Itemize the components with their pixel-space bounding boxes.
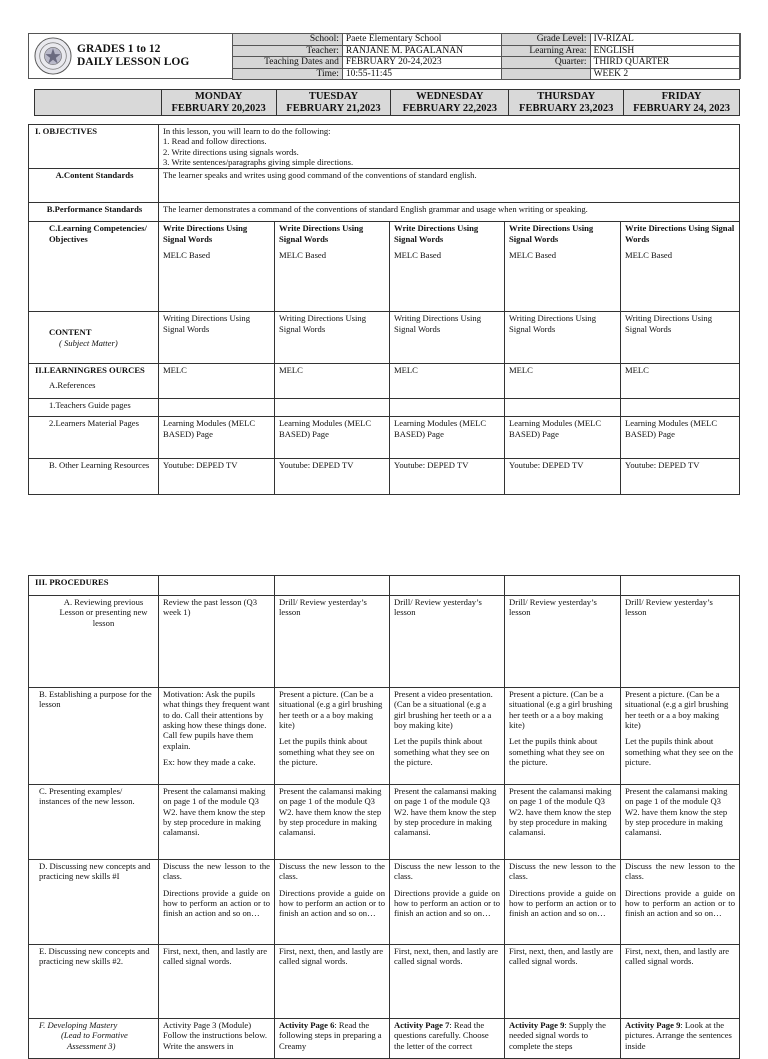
- teaching-dates-label: Teaching Dates and: [233, 57, 343, 69]
- learners-material-value: Learning Modules (MELC BASED) Page: [159, 417, 275, 459]
- proc-e-label: E. Discussing new concepts and practicing new skills #2.: [29, 945, 159, 1019]
- objective-item: 2. Write directions using signals words.: [163, 146, 299, 157]
- learners-material-value: Learning Modules (MELC BASED) Page: [621, 417, 740, 459]
- proc-c-thursday: Present the calamansi making on page 1 of the module Q3 W2. have them know the step by step procedure in making calamansi.: [505, 785, 621, 860]
- teachers-guide-label: 1.Teachers Guide pages: [29, 399, 159, 417]
- day-date: FEBRUARY 20,2023: [171, 102, 266, 114]
- proc-a-thursday: Drill/ Review yesterday’s lesson: [505, 596, 621, 688]
- procedures-table: [28, 575, 740, 1059]
- resources-melc: MELC: [275, 364, 390, 399]
- references-label: A.References: [49, 379, 96, 390]
- teachers-guide-value: [390, 399, 505, 417]
- proc-e-wednesday: First, next, then, and lastly are called signal words.: [390, 945, 505, 1019]
- school-info-table: [232, 33, 740, 80]
- quarter-label: Quarter:: [501, 57, 590, 69]
- proc-text: Directions provide a guide on how to perform an action or to finish an action and so on…: [394, 887, 500, 919]
- competency-title: Write Directions Using Signal Words: [509, 223, 594, 244]
- melc-based: MELC Based: [394, 249, 442, 260]
- competency-title: Write Directions Using Signal Words: [163, 223, 248, 244]
- grade-level-value: IV-RIZAL: [590, 34, 739, 46]
- log-title: [77, 43, 189, 69]
- proc-c-wednesday: Present the calamansi making on page 1 of the module Q3 W2. have them know the step by step procedure in making calamansi.: [390, 785, 505, 860]
- proc-text: Motivation: Ask the pupils what things they frequent want to do. Call their attentions by asking how these things done. Call few pupils have them explain.: [163, 689, 270, 751]
- proc-text: Directions provide a guide on how to perform an action or to finish an action and so on…: [279, 887, 385, 919]
- teachers-guide-value: [159, 399, 275, 417]
- proc-b-tuesday: [275, 688, 390, 785]
- learners-material-label: 2.Learners Material Pages: [29, 417, 159, 459]
- proc-b-wednesday: [390, 688, 505, 785]
- proc-text: Discuss the new lesson to the class.: [394, 861, 500, 882]
- objectives-text: [159, 125, 740, 169]
- content-sub-label: ( Subject Matter): [59, 337, 118, 348]
- content-value: Writing Directions Using Signal Words: [621, 312, 740, 364]
- competency-cell: [621, 222, 740, 312]
- procedures-blank: [159, 576, 275, 596]
- proc-text: Discuss the new lesson to the class.: [163, 861, 270, 882]
- procedures-blank: [621, 576, 740, 596]
- proc-f-label-line: (Lead to Formative: [61, 1030, 128, 1041]
- day-monday: [161, 90, 276, 116]
- proc-f-label: [29, 1019, 159, 1059]
- teachers-guide-value: [505, 399, 621, 417]
- deped-seal-icon: [34, 37, 72, 75]
- proc-text: Present a picture. (Can be a situational (e.g a girl brushing her teeth or a a boy making kite): [509, 689, 613, 730]
- activity-title: Activity Page 6: [279, 1020, 335, 1030]
- resources-melc: MELC: [621, 364, 740, 399]
- resources-label-cell: [29, 364, 159, 399]
- objective-item: 1. Read and follow directions.: [163, 136, 267, 147]
- other-resources-value: Youtube: DEPED TV: [621, 459, 740, 495]
- day-name: MONDAY: [194, 90, 243, 102]
- content-value: Writing Directions Using Signal Words: [505, 312, 621, 364]
- day-name: FRIDAY: [661, 90, 702, 102]
- melc-based: MELC Based: [279, 249, 327, 260]
- proc-b-monday: [159, 688, 275, 785]
- proc-text: Let the pupils think about something what they see on the picture.: [279, 736, 375, 767]
- melc-based: MELC Based: [625, 249, 673, 260]
- proc-a-tuesday: Drill/ Review yesterday’s lesson: [275, 596, 390, 688]
- proc-c-friday: Present the calamansi making on page 1 of the module Q3 W2. have them know the step by step procedure in making calamansi.: [621, 785, 740, 860]
- content-standards-label: A.Content Standards: [29, 169, 159, 203]
- proc-f-wednesday: [390, 1019, 505, 1059]
- teaching-dates-value: FEBRUARY 20-24,2023: [342, 57, 501, 69]
- procedures-blank: [505, 576, 621, 596]
- proc-c-tuesday: Present the calamansi making on page 1 of the module Q3 W2. have them know the step by step procedure in making calamansi.: [275, 785, 390, 860]
- day-tuesday: [276, 90, 391, 116]
- learners-material-value: Learning Modules (MELC BASED) Page: [505, 417, 621, 459]
- proc-text: Let the pupils think about something what they see on the picture.: [509, 736, 605, 767]
- activity-title: Activity Page 7: [394, 1020, 450, 1030]
- day-thursday: [509, 90, 624, 116]
- activity-text: : Look at the pictures. Arrange the sentences inside: [625, 1020, 732, 1051]
- proc-d-friday: [621, 860, 740, 945]
- time-label: Time:: [233, 68, 343, 80]
- melc-based: MELC Based: [509, 249, 557, 260]
- competency-title: Write Directions Using Signal Words: [625, 223, 735, 244]
- day-date: FEBRUARY 22,2023: [402, 102, 497, 114]
- activity-title: Activity Page 9: [625, 1020, 681, 1030]
- procedures-label: III. PROCEDURES: [29, 576, 159, 596]
- proc-e-monday: First, next, then, and lastly are called signal words.: [159, 945, 275, 1019]
- proc-text: Ex: how they made a cake.: [163, 756, 256, 767]
- log-title-line1: GRADES 1 to 12: [77, 43, 161, 55]
- day-date: FEBRUARY 23,2023: [519, 102, 614, 114]
- day-name: THURSDAY: [537, 90, 596, 102]
- proc-c-monday: Present the calamansi making on page 1 of the module Q3 W2. have them know the step by step procedure in making calamansi.: [159, 785, 275, 860]
- other-resources-value: Youtube: DEPED TV: [275, 459, 390, 495]
- activity-title: Activity Page 9: [509, 1020, 565, 1030]
- procedures-blank: [275, 576, 390, 596]
- day-name: WEDNESDAY: [416, 90, 484, 102]
- proc-f-monday: Activity Page 3 (Module) Follow the instructions below. Write the answers in: [159, 1019, 275, 1059]
- proc-text: Let the pupils think about something what they see on the picture.: [625, 736, 734, 767]
- proc-d-tuesday: [275, 860, 390, 945]
- resources-melc: MELC: [505, 364, 621, 399]
- proc-f-thursday: [505, 1019, 621, 1059]
- content-label: CONTENT: [49, 327, 92, 338]
- proc-text: Let the pupils think about something what they see on the picture.: [394, 736, 490, 767]
- proc-b-label: B. Establishing a purpose for the lesson: [29, 688, 159, 785]
- day-date: FEBRUARY 21,2023: [286, 102, 381, 114]
- week-label: [501, 68, 590, 80]
- proc-c-label: C. Presenting examples/ instances of the new lesson.: [29, 785, 159, 860]
- learners-material-value: Learning Modules (MELC BASED) Page: [275, 417, 390, 459]
- objectives-label: I. OBJECTIVES: [29, 125, 159, 169]
- competency-cell: [275, 222, 390, 312]
- competency-title: Write Directions Using Signal Words: [279, 223, 364, 244]
- activity-text: : Read the following steps in preparing a Creamy: [279, 1020, 382, 1051]
- performance-standards-label: B.Performance Standards: [29, 203, 159, 222]
- content-value: Writing Directions Using Signal Words: [159, 312, 275, 364]
- proc-a-label: A. Reviewing previous Lesson or presenting new lesson: [29, 596, 159, 688]
- resources-label: II.LEARNINGRES OURCES: [35, 365, 145, 376]
- other-resources-value: Youtube: DEPED TV: [505, 459, 621, 495]
- day-friday: [624, 90, 740, 116]
- proc-f-friday: [621, 1019, 740, 1059]
- other-resources-value: Youtube: DEPED TV: [390, 459, 505, 495]
- proc-f-label-line: Assessment 3): [67, 1040, 116, 1051]
- other-resources-value: Youtube: DEPED TV: [159, 459, 275, 495]
- day-wednesday: [391, 90, 509, 116]
- proc-d-label: D. Discussing new concepts and practicing new skills #I: [29, 860, 159, 945]
- resources-melc: MELC: [390, 364, 505, 399]
- teacher-value: RANJANE M. PAGALANAN: [342, 45, 501, 57]
- proc-text: Present a picture. (Can be a situational (e.g a girl brushing her teeth or a a boy making kite): [279, 689, 383, 730]
- proc-text: Directions provide a guide on how to perform an action or to finish an action and so on…: [163, 887, 270, 919]
- proc-e-tuesday: First, next, then, and lastly are called signal words.: [275, 945, 390, 1019]
- proc-a-friday: Drill/ Review yesterday’s lesson: [621, 596, 740, 688]
- proc-b-friday: [621, 688, 740, 785]
- time-value: 10:55-11:45: [342, 68, 501, 80]
- competencies-label: C.Learning Competencies/ Objectives: [29, 222, 159, 312]
- activity-text: : Read the questions carefully. Choose the letter of the correct: [394, 1020, 489, 1051]
- teachers-guide-value: [275, 399, 390, 417]
- proc-a-wednesday: Drill/ Review yesterday’s lesson: [390, 596, 505, 688]
- proc-text: Discuss the new lesson to the class.: [625, 861, 735, 882]
- proc-a-monday: Review the past lesson (Q3 week 1): [159, 596, 275, 688]
- proc-text: Discuss the new lesson to the class.: [509, 861, 616, 882]
- proc-e-friday: First, next, then, and lastly are called signal words.: [621, 945, 740, 1019]
- proc-b-thursday: [505, 688, 621, 785]
- competency-title: Write Directions Using Signal Words: [394, 223, 479, 244]
- school-value: Paete Elementary School: [342, 34, 501, 46]
- activity-text: : Supply the needed signal words to complete the steps: [509, 1020, 606, 1051]
- proc-f-label-line: F. Developing Mastery: [39, 1020, 118, 1030]
- quarter-value: THIRD QUARTER: [590, 57, 739, 69]
- objectives-table: [28, 124, 740, 495]
- grade-level-label: Grade Level:: [501, 34, 590, 46]
- proc-text: Present a video presentation. (Can be a situational (e.g a girl brushing her teeth or a a boy making kite): [394, 689, 493, 730]
- competency-cell: [390, 222, 505, 312]
- proc-text: Discuss the new lesson to the class.: [279, 861, 385, 882]
- resources-melc: MELC: [159, 364, 275, 399]
- proc-d-wednesday: [390, 860, 505, 945]
- proc-text: Directions provide a guide on how to perform an action or to finish an action and so on…: [509, 887, 616, 919]
- competency-cell: [159, 222, 275, 312]
- proc-d-thursday: [505, 860, 621, 945]
- proc-text: Present a picture. (Can be a situational (e.g a girl brushing her teeth or a a boy making kite): [625, 689, 729, 730]
- days-header-table: [34, 89, 740, 116]
- lesson-log-header: [28, 33, 741, 79]
- school-label: School:: [233, 34, 343, 46]
- learning-area-value: ENGLISH: [590, 45, 739, 57]
- other-resources-label: B. Other Learning Resources: [29, 459, 159, 495]
- days-blank-cell: [35, 90, 162, 116]
- proc-text: Directions provide a guide on how to perform an action or to finish an action and so on…: [625, 887, 735, 919]
- competency-cell: [505, 222, 621, 312]
- teacher-label: Teacher:: [233, 45, 343, 57]
- log-title-line2: DAILY LESSON LOG: [77, 56, 190, 69]
- objective-item: 3. Write sentences/paragraphs giving simple directions.: [163, 156, 354, 167]
- content-value: Writing Directions Using Signal Words: [275, 312, 390, 364]
- teachers-guide-value: [621, 399, 740, 417]
- day-name: TUESDAY: [308, 90, 359, 102]
- procedures-blank: [390, 576, 505, 596]
- proc-d-monday: [159, 860, 275, 945]
- learning-area-label: Learning Area:: [501, 45, 590, 57]
- learners-material-value: Learning Modules (MELC BASED) Page: [390, 417, 505, 459]
- objectives-intro: In this lesson, you will learn to do the following:: [163, 126, 331, 136]
- content-standards-value: The learner speaks and writes using good command of the conventions of standard english.: [159, 169, 740, 203]
- melc-based: MELC Based: [163, 249, 211, 260]
- week-value: WEEK 2: [590, 68, 739, 80]
- proc-f-tuesday: [275, 1019, 390, 1059]
- day-date: FEBRUARY 24, 2023: [633, 102, 731, 114]
- proc-e-thursday: First, next, then, and lastly are called signal words.: [505, 945, 621, 1019]
- content-label-cell: [29, 312, 159, 364]
- content-value: Writing Directions Using Signal Words: [390, 312, 505, 364]
- performance-standards-value: The learner demonstrates a command of the conventions of standard English grammar and usage when writing or speaking.: [159, 203, 740, 222]
